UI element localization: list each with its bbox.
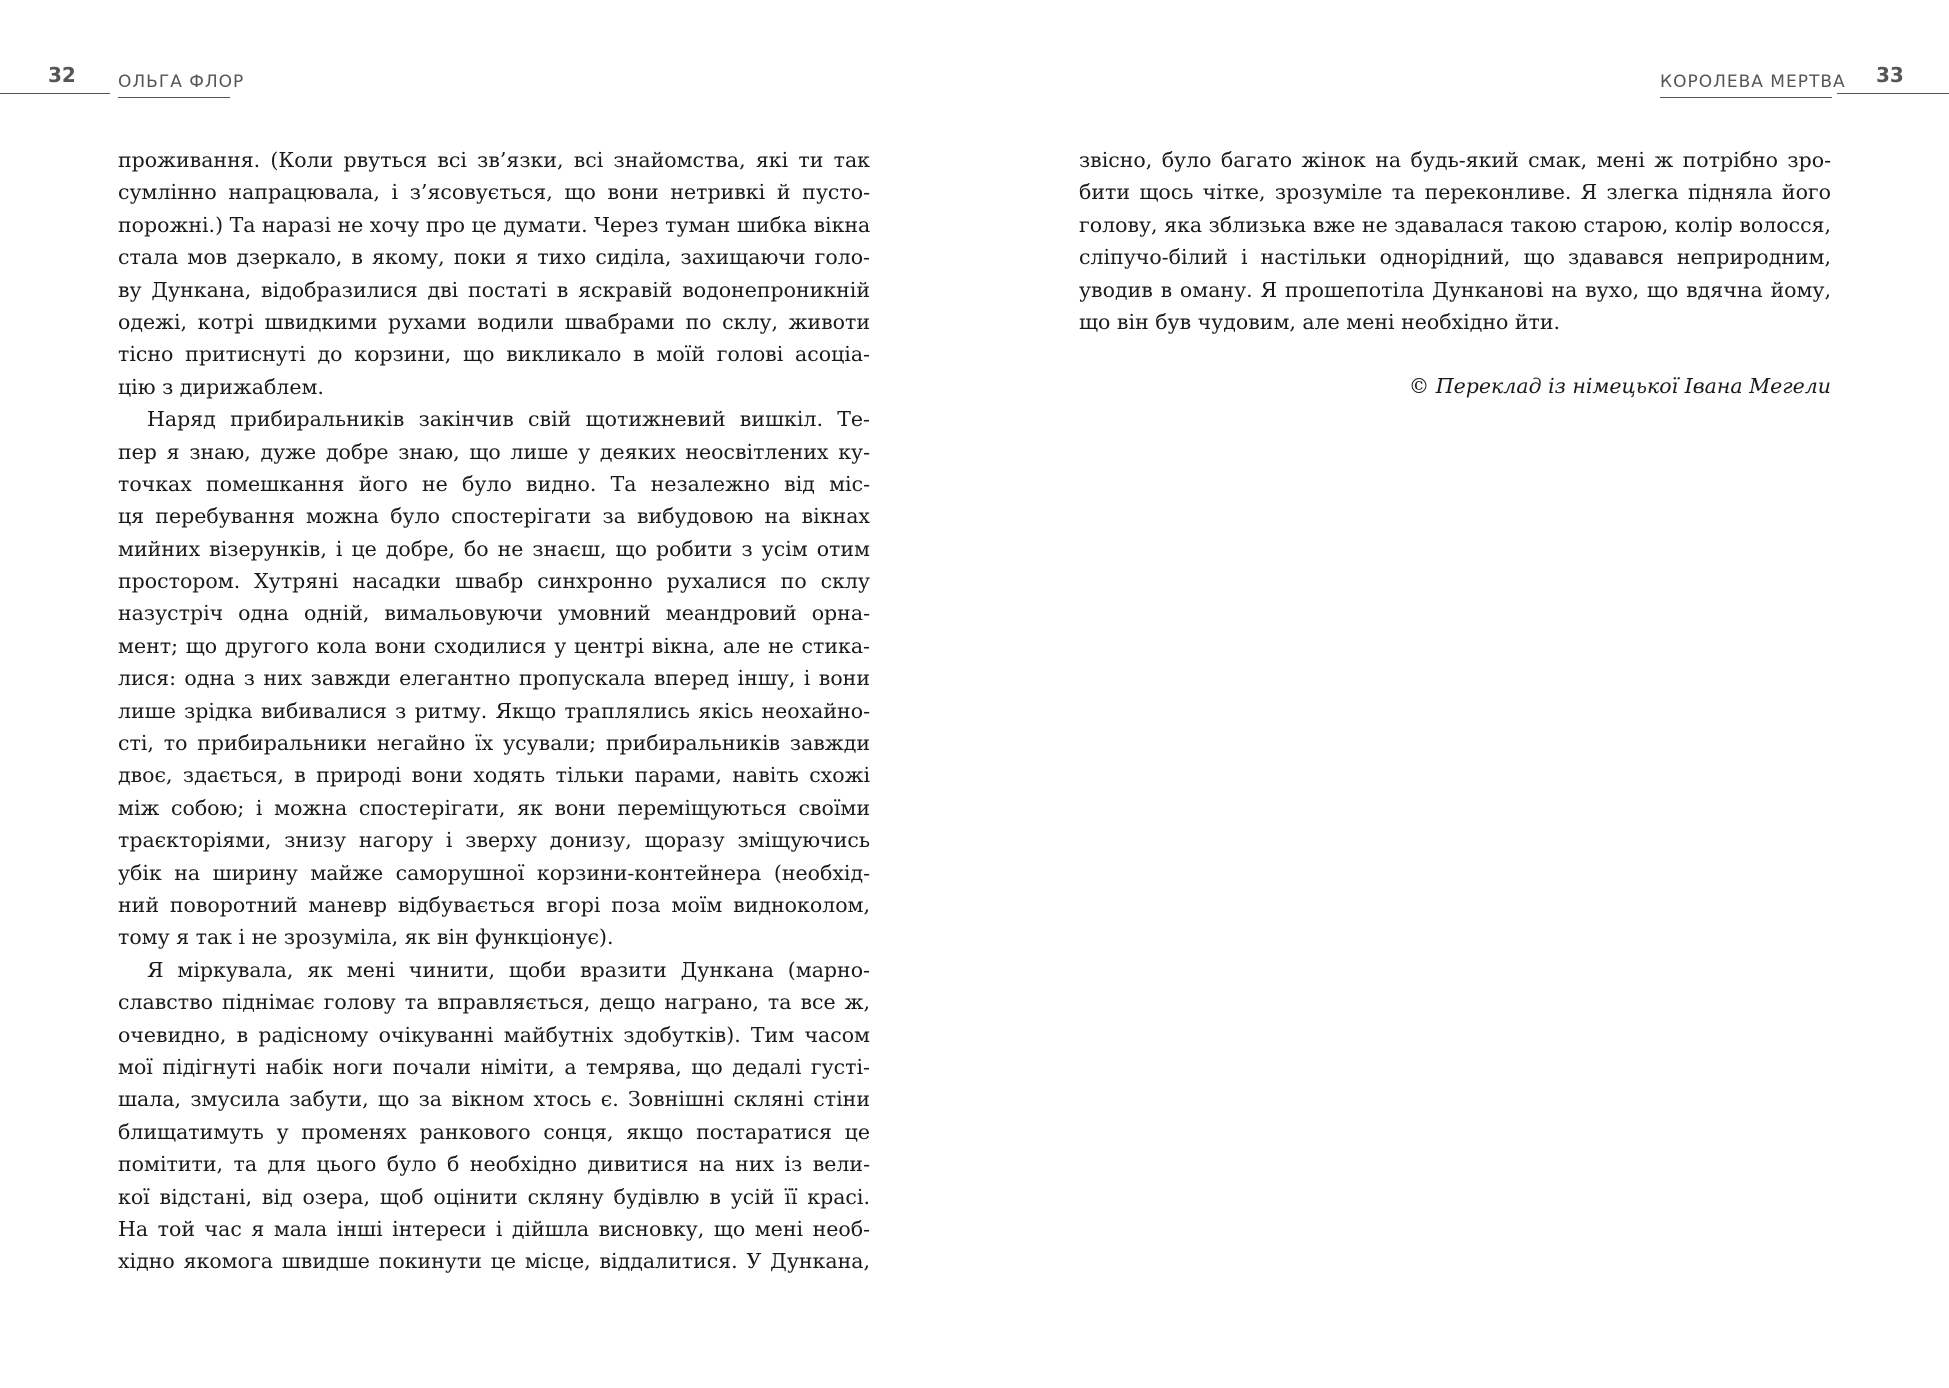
text-line: очевидно, в радісному очікуванні майбутніх здобутків). Тим часом: [118, 1022, 870, 1047]
text-line: На той час я мала інші інтереси і дійшла висновку, що мені необ-: [118, 1216, 870, 1241]
text-line: уводив в оману. Я прошепотіла Дунканові на вухо, що вдячна йому,: [1079, 277, 1831, 302]
left-head-underline: [118, 97, 230, 98]
text-line: убік на ширину майже саморушної корзини-контейнера (необхід-: [118, 860, 870, 885]
text-line: проживання. (Коли рвуться всі зв’язки, всі знайомства, які ти так: [118, 148, 870, 172]
text-line: славство піднімає голову та вправляється, дещо награно, та все ж,: [118, 990, 870, 1015]
right-header-rule: [1837, 93, 1949, 94]
text-line: пер я знаю, дуже добре знаю, що лише у деяких неосвітлених ку-: [118, 439, 870, 464]
text-line: мент; що другого кола вони сходилися у центрі вікна, але не стика-: [118, 633, 870, 658]
right-page-number: 33: [1876, 63, 1904, 87]
text-line: сумлінно напрацювала, і з’ясовується, що вони нетривкі й пусто-: [118, 180, 870, 205]
text-line: ний поворотний маневр відбувається вгорі поза моїм видноколом,: [118, 892, 870, 917]
text-line: сліпучо-білий і настільки однорідний, що здавався неприродним,: [1079, 245, 1831, 270]
paragraph-start-line: Я міркувала, як мені чинити, щоби вразити Дункана (марно-: [147, 957, 870, 982]
left-page-number: 32: [48, 63, 76, 87]
text-line: кої відстані, від озера, щоб оцінити скляну будівлю в усій її красі.: [118, 1184, 870, 1209]
text-line: назустріч одна одній, вимальовуючи умовний меандровий орна-: [118, 601, 870, 626]
text-line: між собою; і можна спостерігати, як вони переміщуються своїми: [118, 795, 870, 820]
text-line: двоє, здається, в природі вони ходять тільки парами, навіть схожі: [118, 763, 870, 788]
text-line: траєкторіями, знизу нагору і зверху донизу, щоразу зміщуючись: [118, 828, 870, 853]
text-line: лися: одна з них завжди елегантно пропускала вперед іншу, і вони: [118, 666, 870, 691]
text-line: мої підігнуті набік ноги почали німіти, а темрява, що дедалі густі-: [118, 1054, 870, 1079]
text-line: стала мов дзеркало, в якому, поки я тихо сиділа, захищаючи голо-: [118, 245, 870, 270]
text-line: мийних візерунків, і це добре, бо не знаєш, що робити з усім отим: [118, 536, 870, 561]
text-line: звісно, було багато жінок на будь-який смак, мені ж потрібно зро-: [1079, 148, 1831, 172]
left-page-body: [118, 144, 870, 1278]
text-line: тісно притиснуті до корзини, що викликало в моїй голові асоціа-: [118, 342, 870, 367]
text-line: простором. Хутряні насадки швабр синхронно рухалися по склу: [118, 569, 870, 594]
left-header-rule: [0, 93, 110, 94]
text-line: тому я так і не зрозуміла, як він функціонує).: [118, 925, 614, 950]
text-line: шала, змусила забути, що за вікном хтось є. Зовнішні скляні стіни: [118, 1087, 870, 1112]
text-line: помітити, та для цього було б необхідно дивитися на них із вели-: [118, 1152, 870, 1177]
text-line: порожні.) Та наразі не хочу про це думати. Через туман шибка вікна: [118, 212, 870, 237]
text-line: одежі, котрі швидкими рухами водили швабрами по склу, животи: [118, 309, 870, 334]
paragraph-start-line: Наряд прибиральників закінчив свій щотижневий вишкіл. Те-: [147, 407, 870, 432]
left-running-head: ОЛЬГА ФЛОР: [118, 72, 245, 92]
text-line: лише зрідка вибивалися з ритму. Якщо траплялись якісь неохайно-: [118, 698, 870, 723]
right-running-head: КОРОЛЕВА МЕРТВА: [1660, 72, 1846, 92]
text-line: ця перебування можна було спостерігати за вибудовою на вікнах: [118, 504, 870, 529]
text-line: блищатимуть у променях ранкового сонця, якщо постаратися це: [118, 1119, 870, 1144]
right-head-underline: [1660, 97, 1832, 98]
right-page-body: [1079, 144, 1831, 403]
translation-credit: © Переклад із німецької Івана Мегели: [1408, 374, 1831, 399]
text-line: бити щось чітке, зрозуміле та переконливе. Я злегка підняла його: [1079, 180, 1831, 205]
text-line: хідно якомога швидше покинути це місце, віддалитися. У Дункана,: [118, 1249, 870, 1274]
text-line: точках помешкання його не було видно. Та незалежно від міс-: [118, 471, 870, 496]
text-line: сті, то прибиральники негайно їх усували; прибиральників завжди: [118, 731, 870, 756]
text-line: голову, яка зблизька вже не здавалася такою старою, колір волосся,: [1079, 212, 1831, 237]
text-line: що він був чудовим, але мені необхідно йти.: [1079, 309, 1561, 334]
text-line: ву Дункана, відобразилися дві постаті в яскравій водонепроникній: [118, 277, 870, 302]
text-line: цію з дирижаблем.: [118, 374, 324, 399]
